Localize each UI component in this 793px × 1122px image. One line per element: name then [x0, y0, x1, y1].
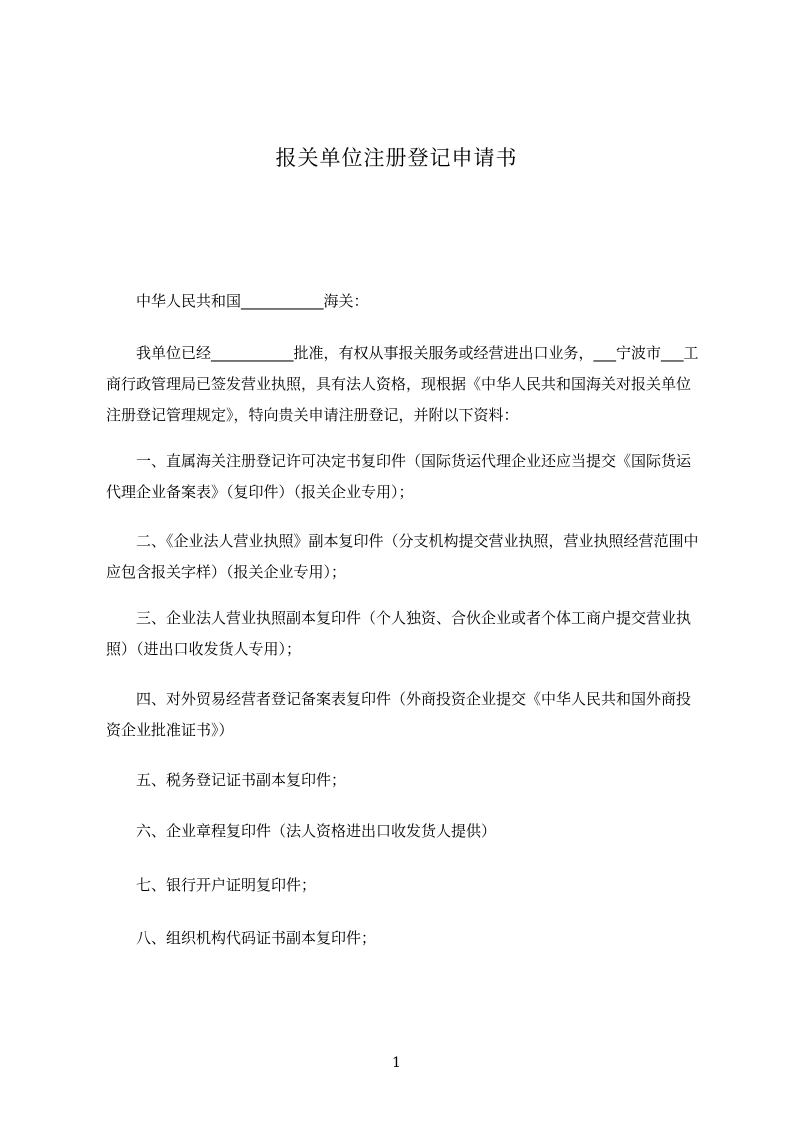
list-item: 八、组织机构代码证书副本复印件； [106, 929, 377, 947]
list-item: 五、税务登记证书副本复印件； [106, 771, 347, 789]
document-title: 报关单位注册登记申请书 [275, 146, 518, 170]
intro-paragraph: 我单位已经___________批准，有权从事报关服务或经营进出口业务，___宁波市___工商行政管理局已签发营业执照，具有法人资格，现根据《中华人民共和国海关对报关单位注册登记管理规定》，特向贵关申请注册登记，并附以下资料： [106, 344, 699, 424]
list-item: 二、《企业法人营业执照》副本复印件（分支机构提交营业执照，营业执照经营范围中应包含报关字样）（报关企业专用）； [106, 532, 699, 581]
list-item: 四、对外贸易经营者登记备案表复印件（外商投资企业提交《中华人民共和国外商投资企业批准证书》） [106, 690, 692, 739]
list-item: 七、银行开户证明复印件； [106, 876, 317, 894]
list-item: 三、企业法人营业执照副本复印件（个人独资、合伙企业或者个体工商户提交营业执照）（进出口收发货人专用）； [106, 609, 692, 658]
list-item: 六、企业章程复印件（法人资格进出口收发货人提供） [106, 822, 497, 840]
list-item: 一、直属海关注册登记许可决定书复印件（国际货运代理企业还应当提交《国际货运代理企业备案表》（复印件）（报关企业专用）； [106, 452, 692, 501]
salutation: 中华人民共和国___________海关： [106, 292, 369, 310]
page-number: 1 [392, 1055, 401, 1071]
